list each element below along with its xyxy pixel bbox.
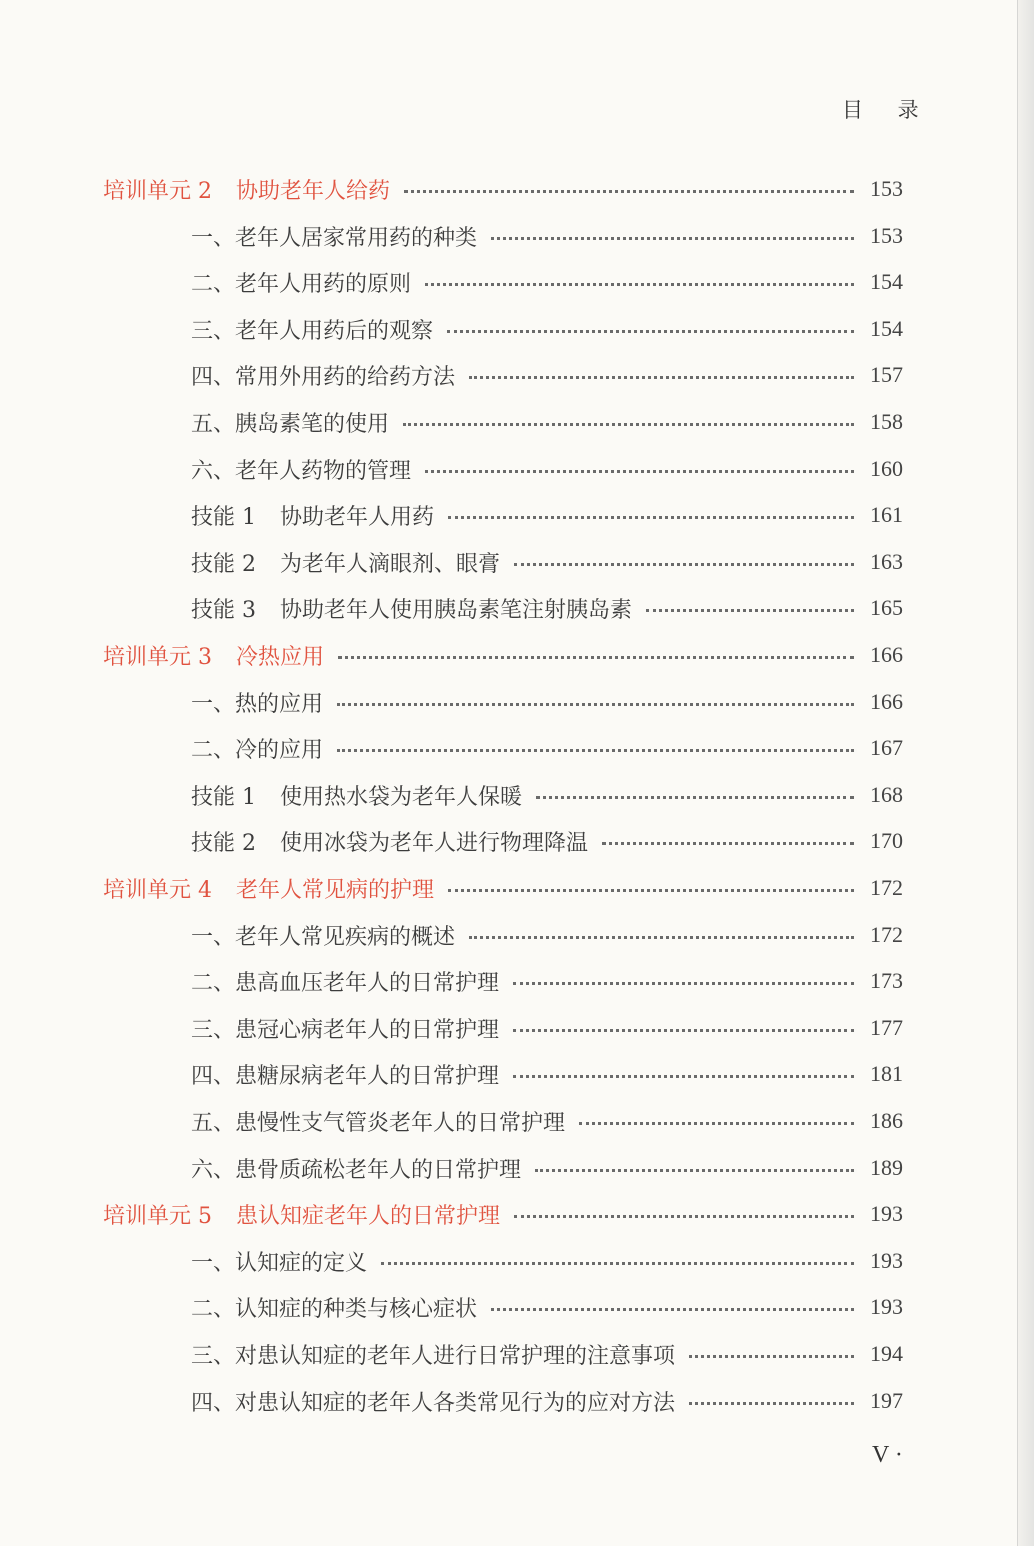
- toc-unit-row[interactable]: [0, 632, 1034, 678]
- dot-leader: [447, 330, 854, 333]
- toc-entry: [191, 912, 854, 958]
- dot-leader: [448, 516, 854, 519]
- dot-leader: [514, 1215, 854, 1218]
- toc-entry: [191, 772, 854, 818]
- dot-leader: [689, 1402, 854, 1405]
- toc-item-row[interactable]: [0, 585, 1034, 631]
- toc-page-number: 181: [870, 1061, 903, 1086]
- toc-entry: [191, 585, 854, 631]
- toc-item-row[interactable]: [0, 1331, 1034, 1377]
- toc-entry: [191, 818, 854, 864]
- toc-entry: [191, 958, 854, 1004]
- toc-item-row[interactable]: [0, 1378, 1034, 1424]
- toc-entry-title: 一、认知症的定义: [191, 1250, 368, 1276]
- toc-entry: [191, 213, 854, 259]
- toc-entry-prefix: 技能 1: [191, 784, 256, 810]
- toc-entry-title: 冷热应用: [236, 644, 325, 670]
- toc-item-row[interactable]: [0, 1098, 1034, 1144]
- toc-page-number: 189: [870, 1155, 903, 1180]
- toc-entry-prefix: 培训单元 4: [103, 877, 212, 903]
- dot-leader: [513, 1075, 854, 1078]
- toc-entry-title: 二、认知症的种类与核心症状: [191, 1296, 478, 1322]
- toc-entry-title: 三、对患认知症的老年人进行日常护理的注意事项: [191, 1343, 676, 1369]
- dot-leader: [337, 703, 854, 706]
- toc-page-number: 160: [870, 456, 903, 481]
- toc-entry: [191, 1284, 854, 1330]
- toc-entry: [103, 865, 854, 911]
- toc-page-number: 194: [870, 1341, 903, 1366]
- toc-item-row[interactable]: [0, 539, 1034, 585]
- toc-item-row[interactable]: [0, 352, 1034, 398]
- toc-entry: [191, 725, 854, 771]
- toc-entry-title: 三、老年人用药后的观察: [191, 318, 434, 344]
- dot-leader: [579, 1122, 854, 1125]
- toc-item-row[interactable]: [0, 1005, 1034, 1051]
- toc-entry: [191, 1331, 854, 1377]
- toc-page-number: 163: [870, 549, 903, 574]
- toc-entry-title: 六、患骨质疏松老年人的日常护理: [191, 1157, 522, 1183]
- toc-entry-prefix: 培训单元 5: [103, 1203, 212, 1229]
- dot-leader: [469, 936, 854, 939]
- toc-entry-title: 五、胰岛素笔的使用: [191, 411, 390, 437]
- toc-entry-title: 二、冷的应用: [191, 737, 324, 763]
- toc-entry: [191, 1051, 854, 1097]
- toc-page-number: 166: [870, 642, 903, 667]
- toc-page-number: 172: [870, 922, 903, 947]
- dot-leader: [425, 283, 854, 286]
- toc-page-number: 154: [870, 269, 903, 294]
- toc-page-number: 173: [870, 968, 903, 993]
- dot-leader: [689, 1355, 854, 1358]
- toc-entry-title: 一、老年人常见疾病的概述: [191, 924, 456, 950]
- toc-entry-prefix: 培训单元 3: [103, 644, 212, 670]
- dot-leader: [536, 796, 854, 799]
- toc-entry-title: 老年人常见病的护理: [236, 877, 435, 903]
- page-number-footer: V ·: [872, 1442, 903, 1468]
- toc-page-number: 193: [870, 1294, 903, 1319]
- dot-leader: [513, 982, 854, 985]
- toc-page-number: 158: [870, 409, 903, 434]
- toc-page-number: 193: [870, 1201, 903, 1226]
- dot-leader: [469, 376, 854, 379]
- toc-unit-row[interactable]: [0, 865, 1034, 911]
- toc-item-row[interactable]: [0, 912, 1034, 958]
- toc-entry-title: 患认知症老年人的日常护理: [236, 1203, 501, 1229]
- dot-leader: [514, 563, 854, 566]
- toc-entry-prefix: 技能 3: [191, 597, 256, 623]
- dot-leader: [381, 1262, 854, 1265]
- toc-page-number: 177: [870, 1015, 903, 1040]
- toc-entry-title: 协助老年人用药: [280, 504, 435, 530]
- dot-leader: [602, 842, 854, 845]
- toc-entry: [191, 259, 854, 305]
- dot-leader: [513, 1029, 854, 1032]
- toc-entry-prefix: 培训单元 2: [103, 178, 212, 204]
- toc-item-row[interactable]: [0, 772, 1034, 818]
- dot-leader: [491, 1308, 854, 1311]
- toc-item-row[interactable]: [0, 1051, 1034, 1097]
- toc-entry: [191, 399, 854, 445]
- toc-entry-title: 三、患冠心病老年人的日常护理: [191, 1017, 500, 1043]
- toc-page-number: 153: [870, 176, 903, 201]
- toc-page-number: 186: [870, 1108, 903, 1133]
- toc-entry-title: 四、患糖尿病老年人的日常护理: [191, 1063, 500, 1089]
- toc-item-row[interactable]: [0, 213, 1034, 259]
- toc-entry: [103, 166, 854, 212]
- dot-leader: [535, 1169, 854, 1172]
- dot-leader: [338, 656, 854, 659]
- toc-item-row[interactable]: [0, 725, 1034, 771]
- toc-entry: [103, 632, 854, 678]
- toc-entry: [191, 1098, 854, 1144]
- toc-item-row[interactable]: [0, 958, 1034, 1004]
- toc-page-number: 172: [870, 875, 903, 900]
- toc-entry-title: 为老年人滴眼剂、眼膏: [280, 551, 501, 577]
- toc-item-row[interactable]: [0, 446, 1034, 492]
- toc-unit-row[interactable]: [0, 1191, 1034, 1237]
- toc-entry-title: 协助老年人使用胰岛素笔注射胰岛素: [280, 597, 633, 623]
- toc-entry: [103, 1191, 854, 1237]
- toc-entry: [191, 446, 854, 492]
- toc-page-number: 167: [870, 735, 903, 760]
- toc-entry-prefix: 技能 1: [191, 504, 256, 530]
- dot-leader: [404, 190, 854, 193]
- toc-entry-prefix: 技能 2: [191, 551, 256, 577]
- toc-item-row[interactable]: [0, 1238, 1034, 1284]
- toc-entry: [191, 1378, 854, 1424]
- toc-entry-title: 使用热水袋为老年人保暖: [280, 784, 523, 810]
- toc-page-number: 161: [870, 502, 903, 527]
- page-title: 目 录: [842, 98, 933, 122]
- dot-leader: [646, 609, 854, 612]
- toc-page-number: 153: [870, 223, 903, 248]
- toc-entry-title: 四、常用外用药的给药方法: [191, 364, 456, 390]
- toc-entry-title: 五、患慢性支气管炎老年人的日常护理: [191, 1110, 566, 1136]
- dot-leader: [491, 237, 854, 240]
- toc-item-row[interactable]: [0, 259, 1034, 305]
- toc-unit-row[interactable]: [0, 166, 1034, 212]
- toc-item-row[interactable]: [0, 492, 1034, 538]
- toc-page-number: 157: [870, 362, 903, 387]
- toc-entry-title: 六、老年人药物的管理: [191, 458, 412, 484]
- toc-entry-title: 使用冰袋为老年人进行物理降温: [280, 830, 589, 856]
- toc-entry-prefix: 技能 2: [191, 830, 256, 856]
- toc-entry: [191, 539, 854, 585]
- toc-entry-title: 协助老年人给药: [236, 178, 391, 204]
- toc-entry: [191, 306, 854, 352]
- toc-entry: [191, 679, 854, 725]
- toc-entry-title: 四、对患认知症的老年人各类常见行为的应对方法: [191, 1390, 676, 1416]
- toc-entry-title: 二、老年人用药的原则: [191, 271, 412, 297]
- dot-leader: [403, 423, 854, 426]
- toc-page-number: 168: [870, 782, 903, 807]
- toc-entry: [191, 492, 854, 538]
- toc-entry-title: 一、老年人居家常用药的种类: [191, 225, 478, 251]
- toc-item-row[interactable]: [0, 399, 1034, 445]
- toc-page-number: 193: [870, 1248, 903, 1273]
- toc-page-number: 166: [870, 689, 903, 714]
- toc-item-row[interactable]: [0, 679, 1034, 725]
- toc-entry-title: 二、患高血压老年人的日常护理: [191, 970, 500, 996]
- toc-entry: [191, 1238, 854, 1284]
- toc-page-number: 154: [870, 316, 903, 341]
- toc-item-row[interactable]: [0, 1145, 1034, 1191]
- toc-entry: [191, 1005, 854, 1051]
- dot-leader: [337, 749, 854, 752]
- dot-leader: [425, 470, 854, 473]
- toc-item-row[interactable]: [0, 306, 1034, 352]
- toc-page-number: 170: [870, 828, 903, 853]
- toc-entry-title: 一、热的应用: [191, 691, 324, 717]
- toc-entry: [191, 352, 854, 398]
- toc-page-number: 165: [870, 595, 903, 620]
- toc-item-row[interactable]: [0, 1284, 1034, 1330]
- toc-page-number: 197: [870, 1388, 903, 1413]
- toc-entry: [191, 1145, 854, 1191]
- dot-leader: [448, 889, 854, 892]
- toc-item-row[interactable]: [0, 818, 1034, 864]
